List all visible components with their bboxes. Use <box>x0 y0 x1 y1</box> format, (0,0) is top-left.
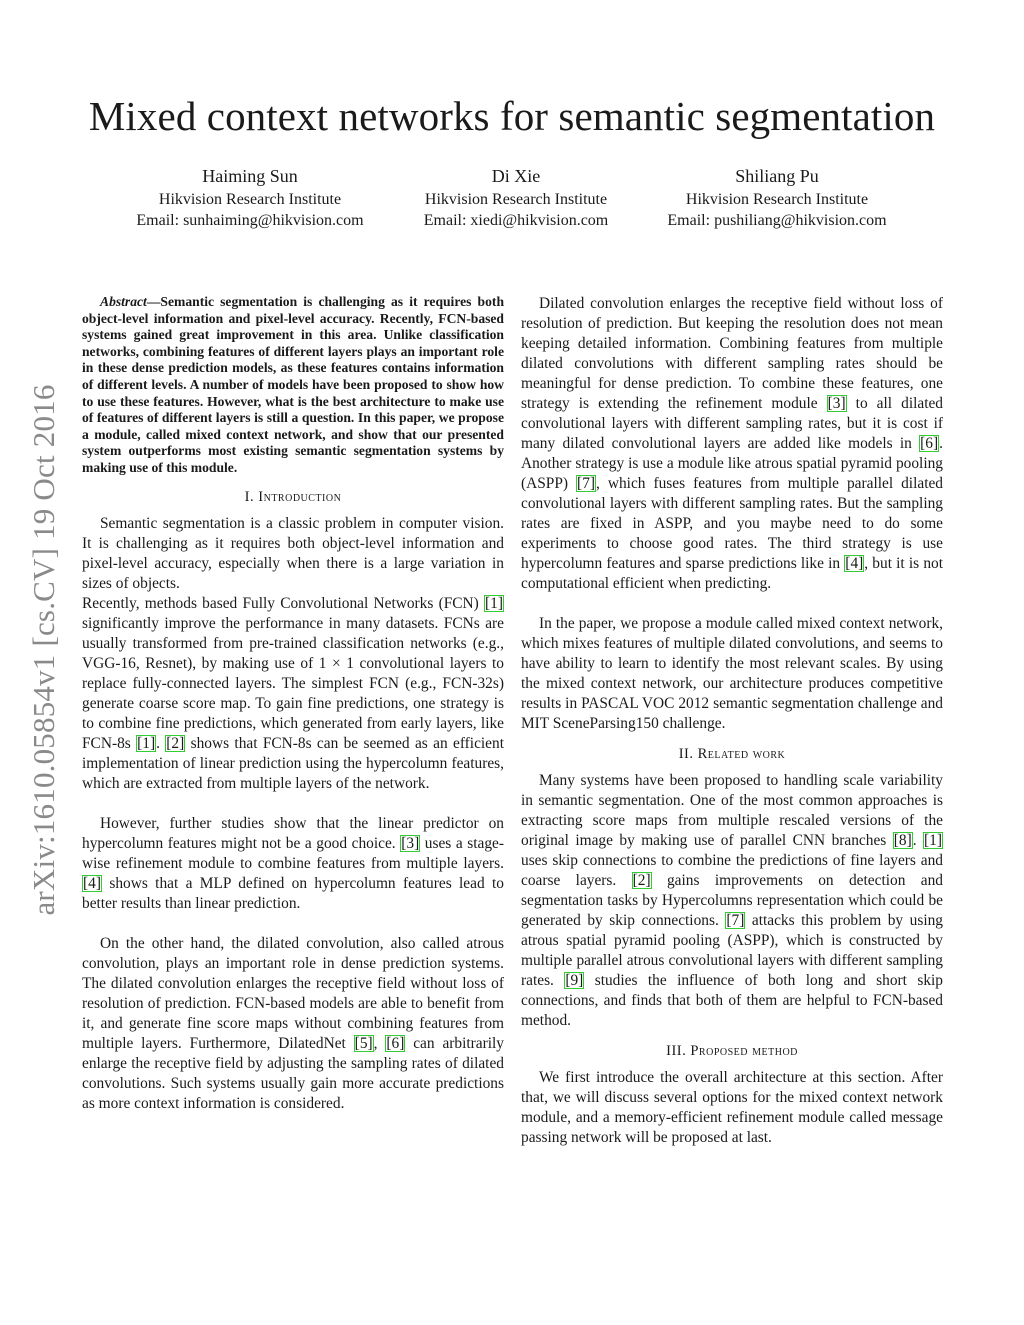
author-affiliation: Hikvision Research Institute <box>685 191 869 208</box>
section-title: Proposed method <box>690 1043 798 1059</box>
section-heading-introduction <box>82 487 504 507</box>
citation-link[interactable]: [ 4 ] <box>844 555 864 572</box>
paragraph: We first introduce the overall architecture at this section. After that, we will discuss several options for the mixed context network module, and a memory-efficient refinement module called message passing network will be proposed at last. <box>521 1069 943 1146</box>
text-run: , but it is not computational efficient when predicting. <box>521 555 943 592</box>
citation-link[interactable]: [ 2 ] <box>632 872 652 889</box>
text-run: . Another strategy is use a module like atrous spatial pyramid pooling (ASPP) <box>521 435 943 492</box>
paragraph: Semantic segmentation is a classic problem in computer vision. It is challenging as it requires both object-level information and pixel-level accuracy, especially when there is a large variation in sizes of objects. <box>82 514 504 592</box>
author-name: Di Xie <box>491 166 541 186</box>
section-heading-proposed-method <box>521 1041 943 1061</box>
text-run: , <box>373 1034 386 1052</box>
citation-link[interactable]: [ 7 ] <box>725 912 745 929</box>
citation-link[interactable]: [ 5 ] <box>354 1035 374 1052</box>
author-affiliation: Hikvision Research Institute <box>158 191 342 208</box>
text-run: uses skip connections to combine the predictions of fine layers and coarse layers. <box>521 852 943 889</box>
citation-link[interactable]: [ 1 ] <box>923 832 943 849</box>
text-run: On the other hand, the dilated convolution, also called atrous convolution, plays an important role in dense prediction systems. The dilated convolution enlarges the receptive field without loss of resolution of prediction. FCN-based models are able to benefit from it, and generate fine score maps without combining features from multiple layers. Furthermore, DilatedNet <box>82 934 504 1052</box>
paragraph <box>82 814 504 914</box>
text-run: uses a stage-wise refinement module to combine features from multiple layers. <box>82 834 504 872</box>
citation-link[interactable]: [ 8 ] <box>893 832 913 849</box>
author-email: Email: sunhaiming@hikvision.com <box>136 212 364 229</box>
author-name: Shiliang Pu <box>735 166 819 186</box>
paragraph <box>82 934 504 1114</box>
section-title: Related work <box>697 746 786 762</box>
author-block-1 <box>110 166 390 231</box>
text-run: Dilated convolution enlarges the receptive field without loss of resolution of prediction. But keeping the resolution does not mean keeping detailed information. Combining features from multiple dilated convolutions with different sampling rates should be meaningful for dense prediction. To combine these features, one strategy is extending the refinement module <box>521 295 943 412</box>
text-run: Many systems have been proposed to handling scale variability in semantic segmentation. One of the most common approaches is extracting score maps from multiple rescaled versions of the original image by making use of parallel CNN branches <box>521 772 943 849</box>
section-title: Introduction <box>258 488 342 505</box>
citation-link[interactable]: [ 6 ] <box>919 435 939 452</box>
paper-title: Mixed context networks for semantic segmentation <box>88 93 936 139</box>
text-run: shows that FCN-8s can be seemed as an efficient implementation of linear prediction using the hypercolumn features, which are extracted from multiple layers of the network. <box>82 734 504 792</box>
author-name: Haiming Sun <box>202 166 298 186</box>
section-numeral: I. <box>244 488 255 505</box>
text-run: . <box>156 734 166 752</box>
text-run: significantly improve the performance in many datasets. FCNs are usually transformed from pre-trained classification networks (e.g., VGG-16, Resnet), by making use of 1 × 1 convolutional layers to replace fully-connected layers. The simplest FCN (e.g., FCN-32s) generate coarse score map. To gain fine predictions, one strategy is to combine fine predictions, which generated from early layers, like FCN-8s <box>82 614 504 752</box>
arxiv-identifier: arXiv:1610.05854v1 [cs.CV] 19 Oct 2016 <box>26 384 61 916</box>
abstract <box>82 294 504 477</box>
author-block-3 <box>637 166 917 231</box>
text-run: Recently, methods based Fully Convolutional Networks (FCN) <box>82 594 485 612</box>
section-numeral: III. <box>666 1043 687 1059</box>
text-run: to all dilated convolutional layers with different sampling rates, but it is cost if many dilated convolutional layers are added like models in <box>521 395 944 452</box>
citation-link[interactable]: [ 3 ] <box>827 395 847 412</box>
author-affiliation: Hikvision Research Institute <box>424 191 608 208</box>
paragraph <box>521 771 943 1031</box>
text-run: shows that a MLP defined on hypercolumn features lead to better results than linear prediction. <box>82 874 504 912</box>
author-email: Email: pushiliang@hikvision.com <box>667 212 887 229</box>
text-run: studies the influence of both long and short skip connections, and finds that both of them are helpful to FCN-based method. <box>521 972 943 1029</box>
author-block-2 <box>376 166 656 231</box>
paragraph: In the paper, we propose a module called mixed context network, which mixes features of multiple dilated convolutions, and seems to have ability to learn to identify the most relevant scales. By using the mixed context network, our architecture produces competitive results in PASCAL VOC 2012 semantic segmentation challenge and MIT SceneParsing150 challenge. <box>521 615 943 732</box>
citation-link[interactable]: [ 7 ] <box>576 475 596 492</box>
left-column <box>82 294 504 1114</box>
paragraph <box>521 294 943 594</box>
text-run: , which fuses features from multiple parallel dilated convolutional layers with different sampling rates. But the sampling rates are fixed in ASPP, and you maybe need to do some experiments to choose good rates. The third strategy is use hypercolumn features and sparse predictions like in <box>521 475 943 572</box>
citation-link[interactable]: [ 4 ] <box>82 875 102 892</box>
paragraph <box>82 594 504 794</box>
abstract-text: —Semantic segmentation is challenging as it requires both object-level information and pixel-level accuracy. Recently, FCN-based systems gained great improvement in this area. Unlike classification networks, combining features of different layers plays an important role in these dense prediction models, as these features contains information of different levels. A number of models have been proposed to show how to use these features. However, what is the best architecture to make use of features of different layers is still a question. In this paper, we propose a module, called mixed context network, and show that our presented system outperforms most existing semantic segmentation systems by making use of this module. <box>82 294 504 475</box>
citation-link[interactable]: [ 1 ] <box>484 595 504 612</box>
text-run: attacks this problem by using atrous spatial pyramid pooling (ASPP), which is constructed by multiple parallel atrous convolutional layers with different sampling rates. <box>521 912 944 989</box>
citation-link[interactable]: [ 1 ] <box>136 735 156 752</box>
author-email: Email: xiedi@hikvision.com <box>423 212 609 229</box>
right-column <box>521 294 943 1148</box>
arxiv-side-label <box>22 350 66 950</box>
citation-link[interactable]: [ 9 ] <box>564 972 584 989</box>
text-run: However, further studies show that the linear predictor on hypercolumn features might not be a good choice. <box>82 814 504 852</box>
section-heading-related-work <box>521 744 943 764</box>
text-run: gains improvements on detection and segmentation tasks by Hypercolumns representation which could be generated by skip connections. <box>521 872 943 929</box>
citation-link[interactable]: [ 6 ] <box>385 1035 405 1052</box>
section-numeral: II. <box>678 746 694 762</box>
citation-link[interactable]: [ 3 ] <box>400 835 420 852</box>
abstract-lead: Abstract <box>100 294 147 309</box>
citation-link[interactable]: [ 2 ] <box>165 735 185 752</box>
text-run: . <box>912 832 924 849</box>
text-run: can arbitrarily enlarge the receptive field by adjusting the sampling rates of dilated convolutions. Such systems usually gain more accurate predictions as more context information is considered. <box>82 1034 504 1112</box>
